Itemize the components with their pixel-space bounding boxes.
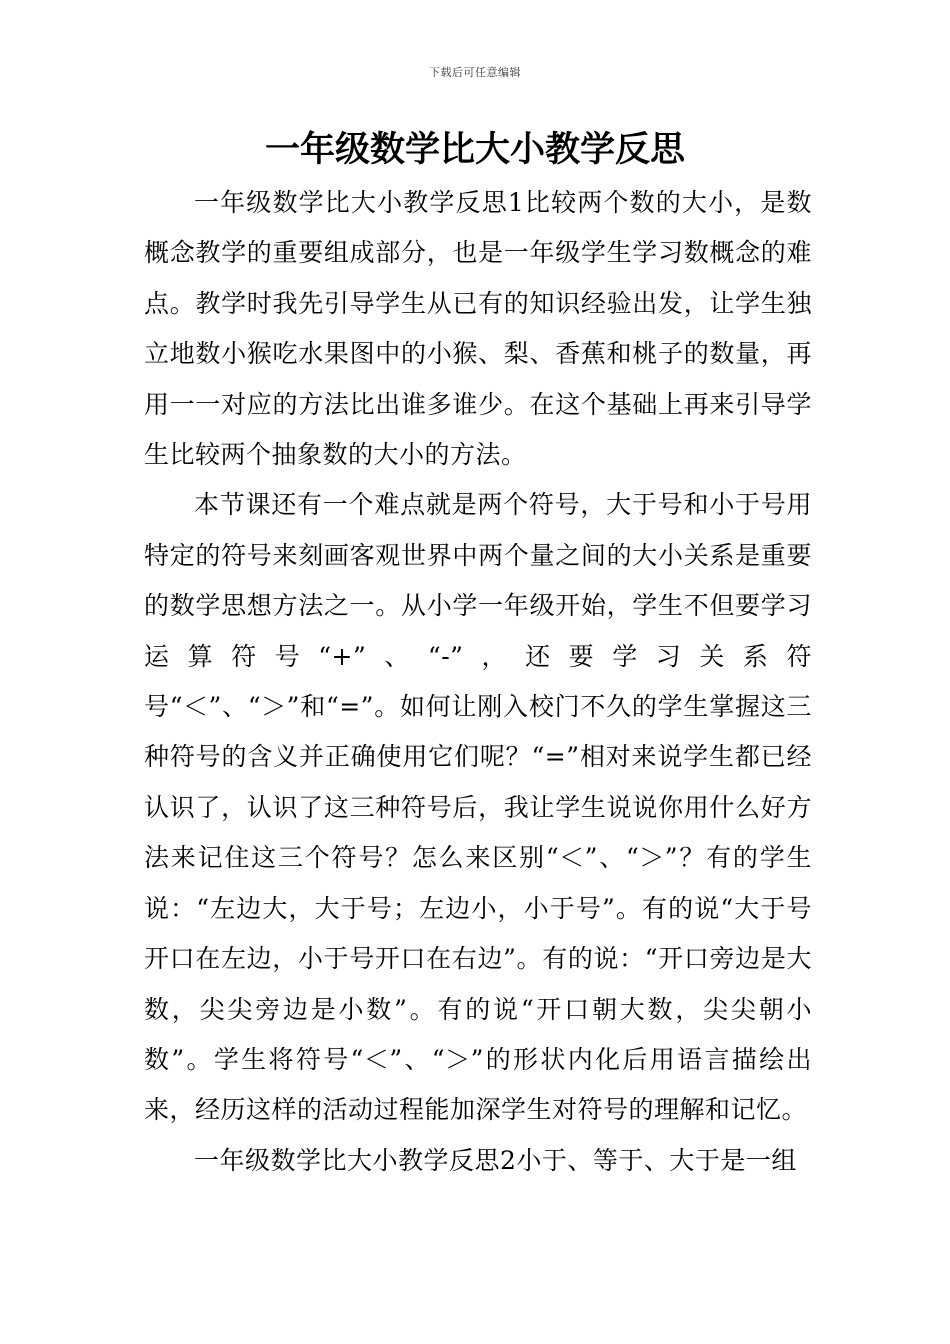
paragraph-1: 一年级数学比大小教学反思1比较两个数的大小，是数概念教学的重要组成部分，也是一年级学生学习数概念的难点。教学时我先引导学生从已有的知识经验出发，让学生独立地数小猴吃水果图中的小猴、梨、香蕉和桃子的数量，再用一一对应的方法比出谁多谁少。在这个基础上再来引导学生比较两个抽象数的大小的方法。 [144, 188, 812, 470]
paragraph-2: 本节课还有一个难点就是两个符号，大于号和小于号用特定的符号来刻画客观世界中两个量之间的大小关系是重要的数学思想方法之一。从小学一年级开始，学生不但要学习运算符号“+”、“-”，还要学习关系符号“＜”、“＞”和“=”。如何让刚入校门不久的学生掌握这三种符号的含义并正确使用它们呢？“=”相对来说学生都已经认识了，认识了这三种符号后，我让学生说说你用什么好方法来记住这三个符号？怎么来区别“＜”、“＞”？有的学生说：“左边大，大于号；左边小，小于号”。有的说“大于号开口在左边，小于号开口在右边”。有的说：“开口旁边是大数，尖尖旁边是小数”。有的说“开口朝大数，尖尖朝小数”。学生将符号“＜”、“＞”的形状内化后用语言描绘出来，经历这样的活动过程能加深学生对符号的理解和记忆。 [144, 490, 812, 1125]
document-title: 一年级数学比大小教学反思 [264, 130, 685, 170]
paragraph-3: 一年级数学比大小教学反思2小于、等于、大于是一组 [194, 1145, 797, 1175]
header-note: 下载后可任意编辑 [429, 66, 521, 79]
document-body [144, 178, 812, 1186]
